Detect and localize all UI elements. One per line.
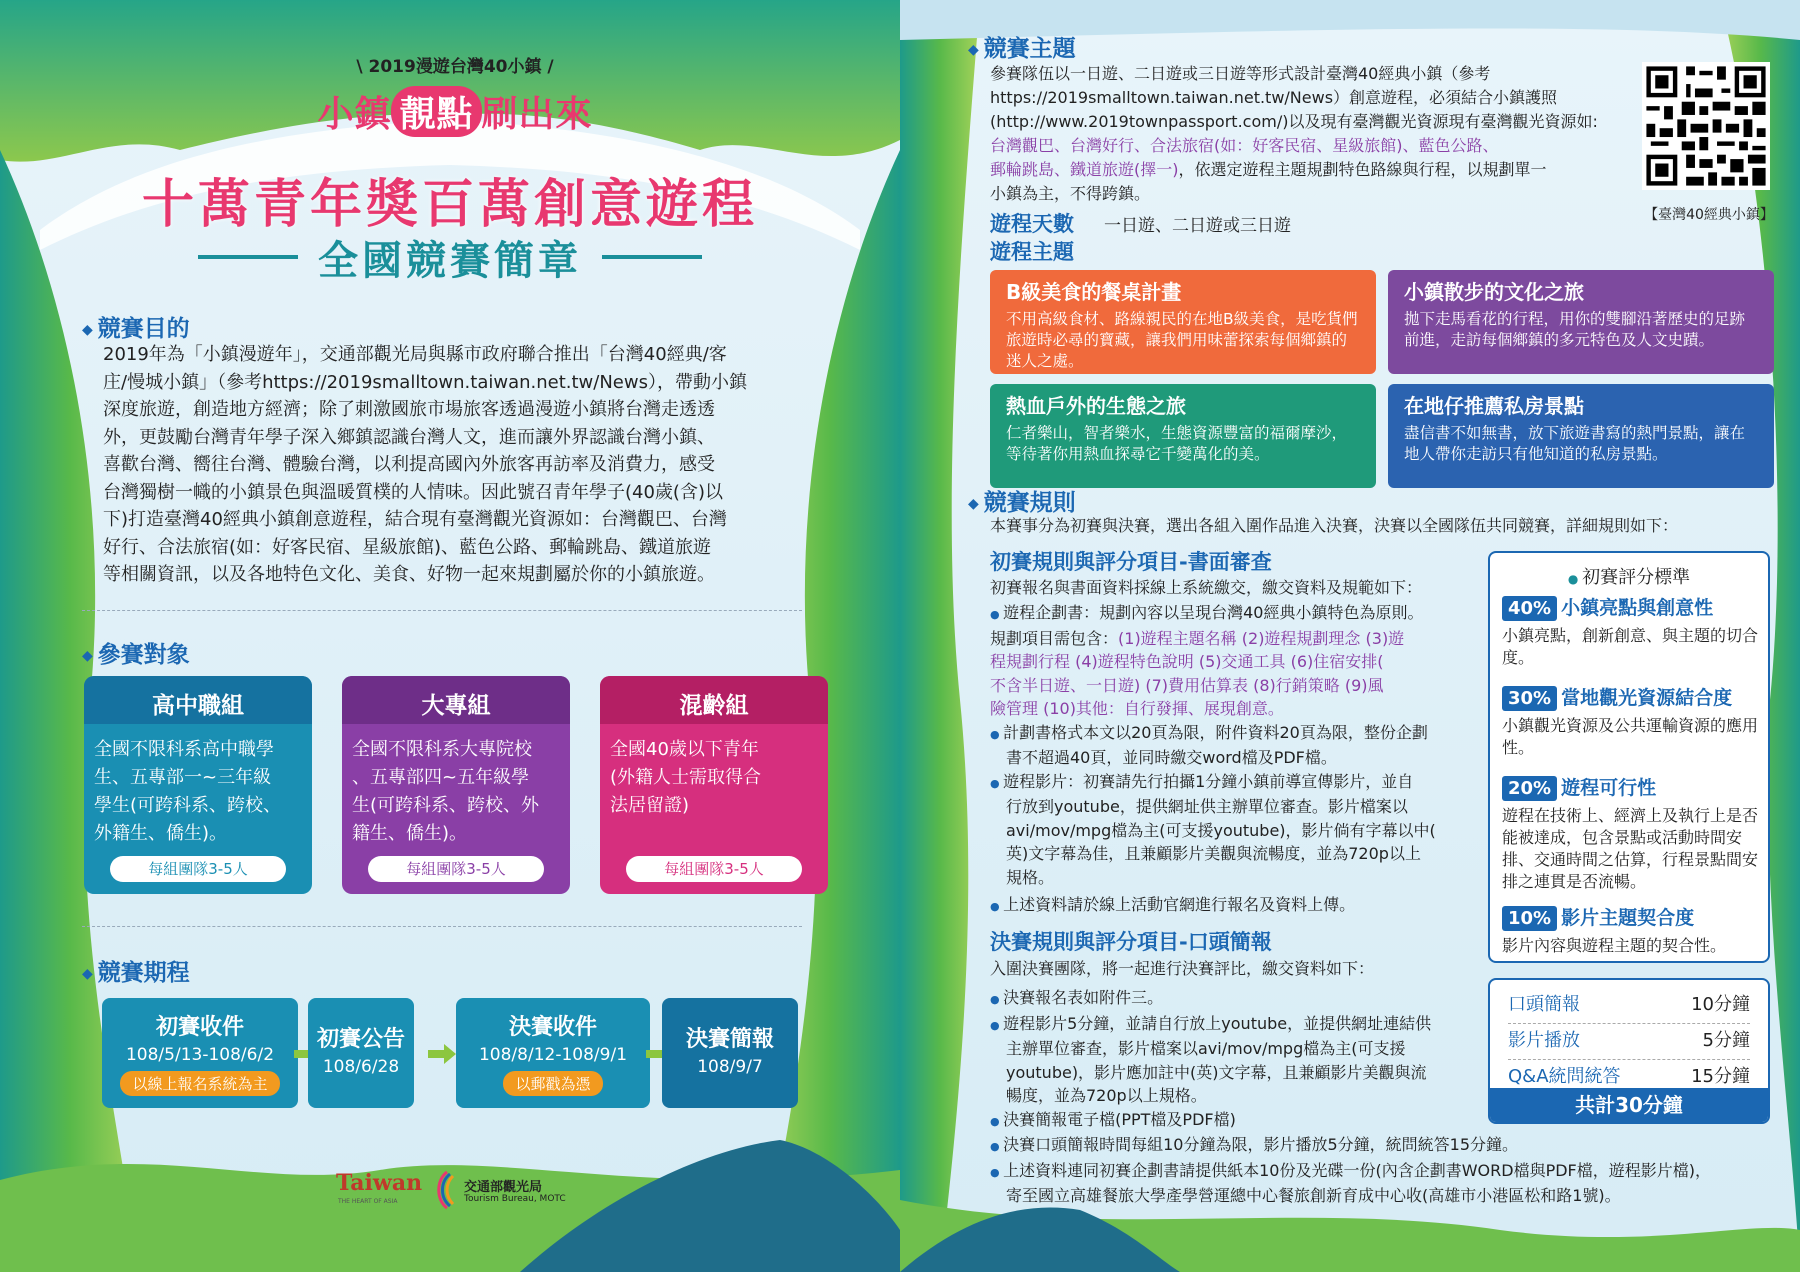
schedule-step-final-presentation (662, 998, 798, 1108)
purpose-heading: ◆ 競賽目的 (82, 310, 190, 343)
theme-line: 小鎮為主，不得跨鎮。 (990, 184, 1151, 203)
criteria-percent: 20% (1502, 776, 1557, 801)
theme-card-body: 盡信書不如無書，放下旅遊書寫的熱門景點，讓在地人帶你走訪只有他知道的私房景點。 (1404, 424, 1746, 463)
theme-line: ，依選定遊程主題規劃特色路線與行程，以規劃單一 (1178, 160, 1547, 179)
schedule-step-prelim-announce (308, 998, 414, 1108)
prelim-items-highlight: 程規劃行程 (4)遊程特色說明 (5)交通工具 (6)住宿安排( (990, 652, 1384, 671)
criteria-item (1502, 773, 1758, 893)
prelim-items-highlight: (1)遊程主題名稱 (2)遊程規劃理念 (3)遊 (1118, 628, 1405, 648)
bullet-dot: ● (990, 727, 1004, 741)
slogan-highlight: 靚點 (391, 86, 481, 137)
taiwan-logo-tagline: THE HEART OF ASIA (338, 1198, 398, 1205)
prelim-bullet-plan (990, 601, 1480, 627)
subtitle: 全國競賽簡章 (318, 237, 582, 284)
purpose-line: 庄/慢城小鎮」（參考https://2019smalltown.taiwan.net.tw/News），帶動小鎮 (103, 371, 747, 393)
row-divider (1508, 1059, 1750, 1060)
criteria-name: 遊程可行性 (1561, 777, 1657, 799)
final-bullet-timing (990, 1133, 1780, 1159)
purpose-line: 台灣獨樹一幟的小鎮景色與溫暖質樸的人情味。因此號召青年學子(40歲(含)以 (103, 481, 723, 503)
final-bullet-text: 暢度，並為720p以上規格。 (1006, 1086, 1207, 1105)
purpose-line: 外，更鼓勵台灣青年學子深入鄉鎮認識台灣人文，進而讓外界認識台灣小鎮、 (103, 426, 715, 448)
subtitle-row (150, 232, 750, 282)
group-card-line: 學生(可跨科系、跨校、 (94, 795, 282, 816)
purpose-line: 下)打造臺灣40經典小鎮創意遊程，結合現有臺灣觀光資源如：台灣觀巴、台灣 (103, 509, 727, 530)
theme-resources-highlight: 郵輪跳島、鐵道旅遊(擇一) (990, 160, 1179, 179)
group-card-line: 、五專部四~五年級學 (352, 767, 530, 788)
prelim-plan-items (990, 627, 1480, 651)
group-card-body (610, 736, 818, 820)
tourism-bureau-emblem-icon (432, 1170, 462, 1210)
theme-line: (http://www.2019townpassport.com/)以及現有臺灣觀光資源現有臺灣觀光資源如: (990, 112, 1598, 131)
theme-line: https://2019smalltown.taiwan.net.tw/News）創意遊程，必須結合小鎮護照 (990, 88, 1558, 107)
timing-value: 10分鐘 (1691, 994, 1750, 1015)
prelim-bullet-text: 遊程企劃書：規劃內容以呈現台灣40經典小鎮特色為原則。 (1003, 603, 1424, 622)
bullet-dot: ● (990, 776, 1004, 790)
final-bullet-text: youtube)，影片應加註中(英)文字幕，且兼顧影片美觀與流 (1006, 1062, 1427, 1082)
purpose-line: 等相關資訊，以及各地特色文化、美食、好物一起來規劃屬於你的小鎮旅遊。 (103, 564, 715, 585)
prelim-bullet-text: 計劃書格式本文以20頁為限，附件資料20頁為限，整份企劃 (1003, 722, 1428, 742)
criteria-percent: 30% (1502, 686, 1557, 711)
group-card-title: 高中職組 (84, 676, 312, 724)
theme-card-title: 熱血戶外的生態之旅 (1006, 394, 1186, 418)
prelim-bullet-upload (990, 893, 1480, 919)
theme-card-title: B級美食的餐桌計畫 (1006, 280, 1182, 304)
group-card-title: 大專組 (342, 676, 570, 724)
theme-text (990, 62, 1630, 206)
purpose-line: 2019年為「小鎮漫遊年」，交通部觀光局與縣市政府聯合推出「台灣40經典/客 (103, 344, 727, 365)
purpose-text (103, 341, 803, 589)
bullet-dot: ● (990, 900, 1004, 913)
final-heading: 決賽規則與評分項目-口頭簡報 (990, 930, 1272, 954)
prelim-items-label: 規劃項目需包含： (990, 628, 1119, 648)
schedule-step-title: 初賽收件 (155, 1015, 244, 1040)
group-card-line: 生(可跨科系、跨校、外 (352, 795, 540, 816)
group-card-body (352, 736, 560, 848)
final-bullet-text: 主辦單位審查，影片檔案以avi/mov/mpg檔為主(可支援 (1006, 1039, 1406, 1058)
prelim-heading: 初賽規則與評分項目-書面審查 (990, 550, 1272, 574)
timing-row (1508, 1026, 1750, 1052)
prelim-bullet-video (990, 770, 1480, 796)
campaign-badge (340, 52, 570, 77)
prelim-items-highlight: 不含半日遊、一日遊) (7)費用估算表 (8)行銷策略 (9)風 (990, 675, 1384, 695)
bullet-dot: ● (990, 1018, 1004, 1032)
group-card-line: 法居留證) (610, 795, 690, 816)
timing-row (1508, 990, 1750, 1016)
bureau-name: 交通部觀光局 (464, 1180, 543, 1195)
timing-item: 影片播放 (1508, 1030, 1580, 1051)
bullet-dot: ● (990, 608, 1004, 621)
qr-code-icon (1642, 62, 1770, 190)
group-card-college (342, 676, 570, 894)
schedule-step-date: 108/8/12-108/9/1 (478, 1045, 628, 1065)
final-bullet-text: 決賽口頭簡報時間每組10分鐘為限，影片播放5分鐘，統問統答15分鐘。 (1003, 1135, 1519, 1154)
group-card-line: 籍生、僑生)。 (352, 823, 468, 844)
schedule-step-date: 108/9/7 (697, 1057, 763, 1077)
criteria-name: 影片主題契合度 (1561, 907, 1695, 929)
main-title: 十萬青年獎百萬創意遊程 (141, 175, 758, 235)
theme-heading: ◆ 競賽主題 (968, 30, 1076, 63)
criteria-title: ● 初賽評分標準 (1490, 563, 1768, 589)
group-card-line: (外籍人士需取得合 (610, 767, 762, 788)
row-divider (1508, 1023, 1750, 1024)
team-size-badge: 每組團隊3-5人 (368, 856, 544, 882)
theme-card-body: 仁者樂山，智者樂水，生態資源豐富的福爾摩沙，等待著你用熱血探尋它千變萬化的美。 (1006, 424, 1348, 463)
schedule-step-title: 初賽公告 (316, 1027, 405, 1052)
prelim-criteria-box (1488, 551, 1770, 963)
group-card-line: 全國40歲以下青年 (610, 739, 759, 760)
slogan-pre: 小鎮 (317, 94, 392, 135)
badge-slash-left: \ (356, 57, 369, 77)
slogan-post: 刷出來 (481, 94, 593, 135)
schedule-step-prelim-submit (102, 998, 298, 1108)
schedule-step-final-submit (456, 998, 650, 1108)
schedule-step-title: 決賽簡報 (685, 1027, 774, 1052)
timing-value: 5分鐘 (1702, 1030, 1750, 1051)
bureau-name-en: Tourism Bureau, MOTC (464, 1194, 566, 1204)
divider (82, 610, 802, 611)
theme-card-title: 在地仔推薦私房景點 (1404, 394, 1584, 418)
criteria-name: 當地觀光資源結合度 (1561, 687, 1733, 709)
timing-total: 共計30分鐘 (1490, 1088, 1768, 1122)
prelim-bullet-text: 英)文字幕為佳，且兼顧影片美觀與流暢度，並為720p以上 (1006, 844, 1421, 863)
criteria-item (1502, 903, 1758, 957)
group-card-body (94, 736, 302, 848)
criteria-desc: 小鎮亮點，創新創意、與主題的切合度。 (1502, 626, 1759, 667)
team-size-badge: 每組團隊3-5人 (626, 856, 802, 882)
slogan (300, 86, 610, 137)
group-card-line: 外籍生、僑生)。 (94, 823, 228, 844)
subtitle-bar-right (602, 255, 702, 259)
theme-resources-highlight: 台灣觀巴、台灣好行、合法旅宿(如：好客民宿、星級旅館)、藍色公路、 (990, 136, 1499, 155)
group-card-line: 全國不限科系高中職學 (94, 739, 274, 760)
final-bullet-text: 決賽報名表如附件三。 (1003, 988, 1164, 1007)
rules-heading: ◆ 競賽規則 (968, 484, 1076, 517)
prelim-bullet-text: 書不超過40頁，並同時繳交word檔及PDF檔。 (1006, 748, 1337, 767)
group-card-line: 生、五專部一~三年級 (94, 767, 272, 788)
schedule-step-title: 決賽收件 (508, 1015, 597, 1040)
purpose-line: 喜歡台灣、嚮往台灣、體驗台灣，以利提高國內外旅客再訪率及消費力，感受 (103, 454, 715, 475)
timing-item: 口頭簡報 (1508, 994, 1580, 1015)
theme-card-title: 小鎮散步的文化之旅 (1404, 280, 1584, 304)
criteria-desc: 遊程在技術上、經濟上及執行上是否能被達成，包含景點或活動時間安排、交通時間之估算，行程景點間安排之連貫是否流暢。 (1502, 806, 1759, 891)
schedule-step-date: 108/6/28 (322, 1057, 400, 1077)
schedule-heading: ◆ 競賽期程 (82, 954, 190, 987)
criteria-desc: 小鎮觀光資源及公共運輸資源的應用性。 (1502, 716, 1759, 757)
schedule-step-note: 以郵戳為憑 (503, 1071, 602, 1096)
prelim-bullet-text: 上述資料請於線上活動官網進行報名及資料上傳。 (1003, 895, 1356, 914)
criteria-percent: 40% (1502, 596, 1557, 621)
final-timing-table (1488, 978, 1770, 1124)
timing-value: 15分鐘 (1691, 1066, 1750, 1087)
theme-card-food (990, 270, 1376, 374)
theme-card-body: 不用高級食材、路線親民的在地B級美食，是吃貨們旅遊時必尋的寶藏，讓我們用味蕾探索每個鄉鎮的迷人之處。 (1006, 310, 1358, 370)
criteria-name: 小鎮亮點與創意性 (1561, 597, 1714, 619)
prelim-bullet-text: 遊程影片：初賽請先行拍攝1分鐘小鎮前導宣傳影片，並自 (1003, 771, 1414, 791)
purpose-line: 好行、合法旅宿(如：好客民宿、星級旅館)、藍色公路、郵輪跳島、鐵道旅遊 (103, 536, 712, 558)
divider (82, 926, 802, 927)
final-bullet-mailing (990, 1159, 1780, 1185)
group-card-line: 全國不限科系大專院校 (352, 739, 532, 760)
prelim-bullet-text: avi/mov/mpg檔為主(可支援youtube)，影片倘有字幕以中( (1006, 820, 1436, 840)
criteria-percent: 10% (1502, 906, 1557, 931)
prelim-items-highlight: 險管理 (10)其他：自行發揮、展現創意。 (990, 699, 1284, 718)
team-size-badge: 每組團隊3-5人 (110, 856, 286, 882)
theme-card-culture (1388, 270, 1774, 374)
badge-slash-right: / (541, 57, 554, 77)
timing-row (1508, 1062, 1750, 1088)
arrow-right-icon (428, 1044, 456, 1064)
criteria-item (1502, 683, 1758, 759)
group-card-mixed (600, 676, 828, 894)
schedule-step-date: 108/5/13-108/6/2 (125, 1045, 275, 1065)
theme-card-local-spots (1388, 384, 1774, 488)
days-label: 遊程天數 (990, 212, 1074, 236)
days-value: 一日遊、二日遊或三日遊 (1104, 216, 1291, 236)
criteria-desc: 影片內容與遊程主題的契合性。 (1502, 936, 1727, 955)
theme-card-body: 拋下走馬看花的行程，用你的雙腳沿著歷史的足跡前進，走訪每個鄉鎮的多元特色及人文史蹟。 (1404, 310, 1746, 349)
prelim-bullet-text: 規格。 (1006, 867, 1055, 887)
topic-label: 遊程主題 (990, 240, 1074, 264)
prelim-intro: 初賽報名與書面資料採線上系統繳交，繳交資料及規範如下： (990, 578, 1423, 597)
badge-year: 2019漫遊台灣40小鎮 (368, 57, 542, 77)
organizer-logo (336, 1168, 576, 1214)
theme-line: 參賽隊伍以一日遊、二日遊或三日遊等形式設計臺灣40經典小鎮（參考 (990, 64, 1491, 83)
taiwan-logo-text: Taiwan (336, 1170, 423, 1196)
schedule-step-note: 以線上報名系統為主 (120, 1071, 279, 1096)
timing-item: Q&A統問統答 (1508, 1066, 1621, 1087)
prelim-bullet-text: 行放到youtube，提供網址供主辦單位審查。影片檔案以 (1006, 797, 1408, 816)
theme-card-ecology (990, 384, 1376, 488)
target-heading: ◆ 參賽對象 (82, 636, 190, 669)
final-bullet-text: 決賽簡報電子檔(PPT檔及PDF檔) (1003, 1109, 1236, 1129)
bullet-dot: ● (990, 993, 1004, 1006)
purpose-line: 深度旅遊，創造地方經濟；除了刺激國旅市場旅客透過漫遊小鎮將台灣走透透 (103, 399, 715, 420)
final-bullet-text: 遊程影片5分鐘，並請自行放上youtube，並提供網址連結供 (1003, 1013, 1432, 1033)
prelim-bullet-format (990, 721, 1480, 747)
bullet-dot: ● (990, 1140, 1004, 1153)
prelim-rules (990, 601, 1480, 919)
final-intro: 入圍決賽團隊，將一起進行決賽評比，繳交資料如下： (990, 959, 1375, 978)
bullet-dot: ● (990, 1165, 1004, 1179)
rules-intro: 本賽事分為初賽與決賽，選出各組入圍作品進入決賽，決賽以全國隊伍共同競賽，詳細規則如下： (990, 516, 1679, 535)
criteria-item (1502, 593, 1758, 669)
subtitle-bar-left (198, 255, 298, 259)
group-card-highschool (84, 676, 312, 894)
qr-caption: 【臺灣40經典小鎮】 (1644, 207, 1774, 223)
bullet-dot: ● (990, 1114, 1004, 1128)
group-card-title: 混齡組 (600, 676, 828, 724)
final-bullet-text: 寄至國立高雄餐旅大學產學營運總中心餐旅創新育成中心收(高雄市小港區松和路1號)。 (1006, 1186, 1621, 1205)
final-bullet-text: 上述資料連同初賽企劃書請提供紙本10份及光碟一份(內含企劃書WORD檔與PDF檔，遊程影片檔)， (1003, 1160, 1711, 1180)
